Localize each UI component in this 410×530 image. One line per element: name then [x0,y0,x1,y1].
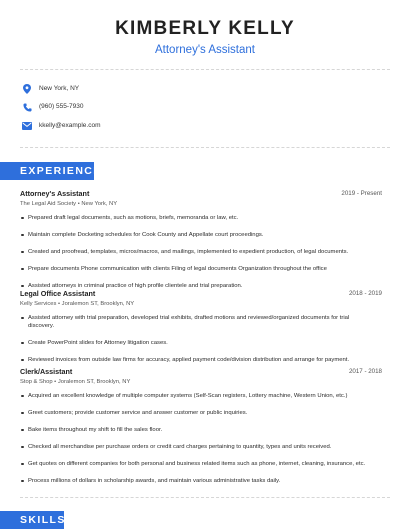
job-title: Clerk/Assistant [20,367,73,376]
job-dates: 2017 - 2018 [348,368,382,375]
candidate-name: KIMBERLY KELLY [115,18,295,39]
contact-phone [20,100,83,114]
resume-header [0,18,410,57]
job-entry [20,366,382,485]
envelope-icon [22,121,32,131]
list-item: Bake items throughout my shift to fill the sales floor. [20,426,382,434]
job-location: New York, NY [81,201,118,207]
section-skills-heading: SKILLS [0,511,64,529]
phone-icon [22,102,32,112]
list-item: Get quotes on different companies for both personal and business related items such as phone, internet, cleaning, insurance, etc. [20,460,382,468]
job-entry [20,288,382,364]
job-title: Legal Office Assistant [20,289,96,298]
divider [20,147,390,148]
list-item: Process millions of dollars in scholarship awards, and maintain various administrative tasks daily. [20,477,382,485]
list-item: Created and proofread, templates, micros/macros, and mailings, implemented to expedient production, of legal documents. [20,248,382,256]
location-text: New York, NY [39,85,80,92]
list-item: Prepared draft legal documents, such as motions, briefs, memoranda or law, etc. [20,214,382,222]
divider [20,69,390,70]
job-entry [20,188,382,290]
job-location: Joralemon ST, Brooklyn, NY [61,301,135,307]
list-item: Create PowerPoint slides for Attorney litigation cases. [20,339,382,347]
list-item: Assisted attorneys in criminal practice of high profile clientele and trial preparation. [20,282,382,290]
job-dates: 2019 - Present [341,190,382,197]
divider [20,497,390,498]
list-item: Assisted attorney with trial preparation, developed trial exhibits, drafted motions and reviewed/organized documents for trial discovery. [20,314,382,330]
contact-location [20,82,79,96]
list-item: Checked all merchandise per purchase orders or credit card charges pertaining to quantity, types and units received. [20,443,382,451]
contact-email [20,119,101,133]
job-employer: Kelly Services • Joralemon ST, Brooklyn, NY [20,301,135,307]
list-item: Greet customers; provide customer service and answer customer or public inquiries. [20,409,382,417]
job-location: Joralemon ST, Brooklyn, NY [57,379,131,385]
job-bullets [20,314,382,364]
list-item: Reviewed invoices from outside law firms for accuracy, applied payment code/division distribution and arrange for payment. [20,356,382,364]
job-company: The Legal Aid Society [20,201,77,207]
phone-text: (960) 555-7930 [39,103,84,110]
list-item: Prepare documents Phone communication with clients Filing of legal documents Organization throughout the office [20,265,382,273]
candidate-role: Attorney's Assistant [155,44,255,56]
job-bullets [20,392,382,485]
job-dates: 2018 - 2019 [348,290,382,297]
job-employer: The Legal Aid Society • New York, NY [20,201,118,207]
list-item: Acquired an excellent knowledge of multiple computer systems (Self-Scan registers, Lottery machine, Western Union, etc.) [20,392,382,400]
job-employer: Stop & Shop • Joralemon ST, Brooklyn, NY [20,379,131,385]
location-pin-icon [22,84,32,94]
job-title: Attorney's Assistant [20,189,90,198]
list-item: Maintain complete Docketing schedules for Cook County and Appellate court proceedings. [20,231,382,239]
job-bullets [20,214,382,290]
job-company: Stop & Shop [20,379,53,385]
section-experience-heading: EXPERIENCE [0,162,94,180]
email-text[interactable]: kkelly@example.com [39,122,101,129]
job-company: Kelly Services [20,301,57,307]
